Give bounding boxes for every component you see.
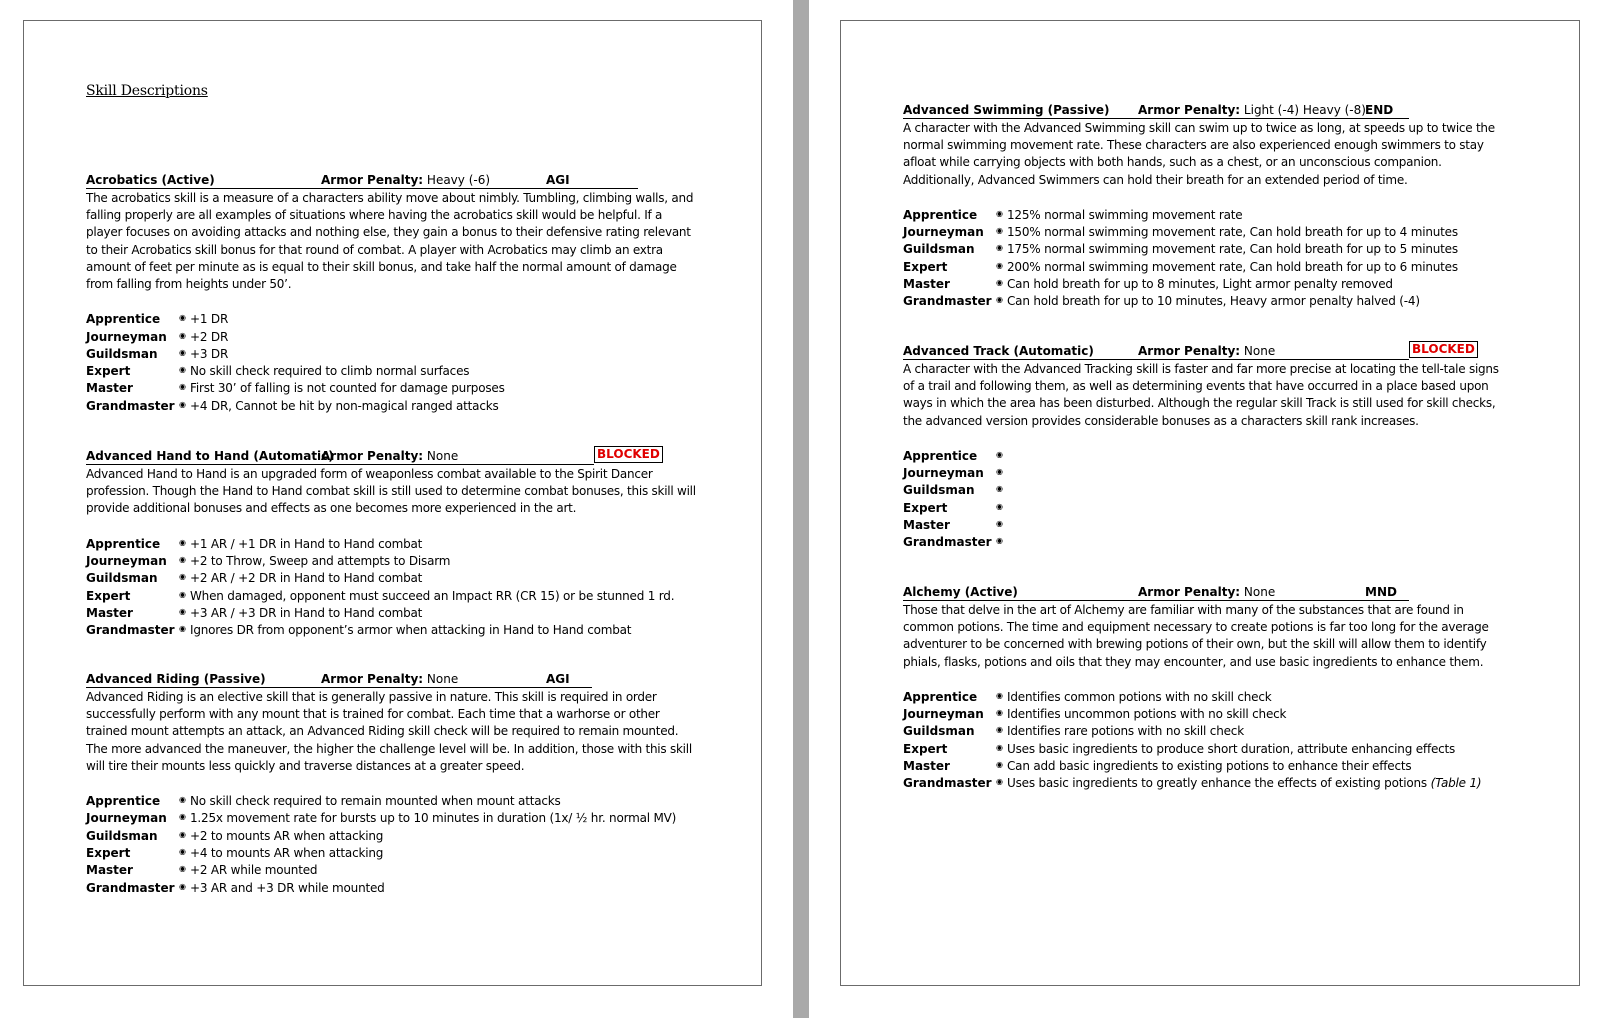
blocked-badge: BLOCKED	[594, 446, 663, 463]
rank-row: Guildsman ◉ +3 DR	[86, 346, 706, 363]
page-gap-divider	[793, 0, 809, 1018]
rank-row: Guildsman ◉	[903, 482, 1523, 499]
skill-name: Advanced Hand to Hand (Automatic)	[86, 449, 334, 463]
rank-row: Journeyman ◉ +2 to Throw, Sweep and attempts to Disarm	[86, 553, 706, 570]
table-reference: (Table 1)	[1430, 776, 1482, 791]
bullet-icon: ◉	[179, 572, 186, 582]
rank-row: Journeyman ◉ 150% normal swimming movement rate, Can hold breath for up to 4 minutes	[903, 224, 1523, 241]
rank-row: Guildsman ◉ +2 to mounts AR when attacking	[86, 828, 706, 845]
bullet-icon: ◉	[179, 829, 186, 839]
bullet-icon: ◉	[996, 777, 1003, 787]
bullet-icon: ◉	[179, 624, 186, 634]
bullet-icon: ◉	[996, 467, 1003, 477]
armor-penalty: Armor Penalty: Light (-4) Heavy (-8)	[1138, 103, 1366, 117]
skill-section-advanced-track	[903, 343, 1523, 552]
rank-list	[903, 207, 1523, 311]
bullet-icon: ◉	[996, 226, 1003, 236]
bullet-icon: ◉	[996, 690, 1003, 700]
rank-row: Apprentice ◉ Identifies common potions with no skill check	[903, 689, 1523, 706]
rank-row: Apprentice ◉ No skill check required to remain mounted when mount attacks	[86, 793, 706, 810]
blocked-badge: BLOCKED	[1409, 341, 1478, 358]
skill-header	[903, 102, 1409, 119]
rank-row: Apprentice ◉ 125% normal swimming movement rate	[903, 207, 1523, 224]
skill-attribute: MND	[1365, 585, 1397, 599]
skill-header	[903, 584, 1409, 601]
skill-name: Alchemy (Active)	[903, 585, 1018, 599]
rank-row: Grandmaster ◉ Uses basic ingredients to greatly enhance the effects of existing potions (Table 1)	[903, 775, 1523, 792]
rank-row: Master ◉ +2 AR while mounted	[86, 862, 706, 879]
bullet-icon: ◉	[179, 313, 186, 323]
skill-description: A character with the Advanced Swimming skill can swim up to twice as long, at speeds up to twice the normal swimming movement rate. These characters are also experienced enough swimmers to stay afloat while carrying objects with both hands, such as a chest, or an unconscious companion. Additionally, Advanced Swimmers can hold their breath for an extended period of time.	[903, 121, 1495, 187]
skill-description: Advanced Riding is an elective skill that is generally passive in nature. This skill is required in order successfully perform with any mount that is trained for combat. Each time that a warhorse or other trained mount attempts an attack, an Advanced Riding skill check will be required to remain mounted. The more advanced the maneuver, the higher the challenge level will be. In addition, those with this skill will tire their mounts less quickly and traverse distances at a greater speed.	[86, 690, 692, 773]
rank-row: Expert ◉ +4 to mounts AR when attacking	[86, 845, 706, 862]
document-title: Skill Descriptions	[86, 83, 208, 99]
rank-row: Expert ◉ Uses basic ingredients to produce short duration, attribute enhancing effects	[903, 741, 1523, 758]
skill-description: A character with the Advanced Tracking skill is faster and far more precise at locating the tell-tale signs of a trail and following them, as well as determining events that have occurred in a place based upon ways in which the area has been disturbed. Although the regular skill Track is still used for skill checks, the advanced version provides considerable bonuses as a characters skill rank increases.	[903, 362, 1499, 428]
bullet-icon: ◉	[996, 760, 1003, 769]
rank-row: Guildsman ◉ 175% normal swimming movement rate, Can hold breath for up to 5 minutes	[903, 241, 1523, 258]
skill-attribute: END	[1365, 103, 1394, 117]
rank-list	[903, 448, 1523, 552]
bullet-icon: ◉	[179, 365, 186, 375]
bullet-icon: ◉	[996, 208, 1003, 218]
rank-row: Guildsman ◉ +2 AR / +2 DR in Hand to Hand combat	[86, 570, 706, 587]
rank-list	[903, 689, 1523, 793]
rank-row: Master ◉ Can add basic ingredients to existing potions to enhance their effects	[903, 758, 1523, 775]
rank-row: Grandmaster ◉ Can hold breath for up to 10 minutes, Heavy armor penalty halved (-4)	[903, 293, 1523, 310]
rank-row: Expert ◉	[903, 500, 1523, 517]
bullet-icon: ◉	[179, 881, 186, 891]
skill-section-acrobatics	[86, 172, 706, 415]
bullet-icon: ◉	[996, 484, 1003, 494]
skill-name: Acrobatics (Active)	[86, 173, 215, 187]
bullet-icon: ◉	[996, 243, 1003, 253]
armor-penalty: Armor Penalty: None	[1138, 585, 1276, 599]
rank-row: Grandmaster ◉ +3 AR and +3 DR while mounted	[86, 880, 706, 897]
bullet-icon: ◉	[996, 519, 1003, 528]
rank-list	[86, 311, 706, 415]
armor-penalty: Armor Penalty: Heavy (-6)	[321, 173, 491, 187]
rank-row: Grandmaster ◉ Ignores DR from opponent’s armor when attacking in Hand to Hand combat	[86, 622, 706, 639]
skill-name: Advanced Swimming (Passive)	[903, 103, 1110, 117]
skill-description: Advanced Hand to Hand is an upgraded form of weaponless combat available to the Spirit Dancer profession. Though the Hand to Hand combat skill is still used to determine combat bonuses, this skill will provide additional bonuses and effects as one becomes more experienced in the art.	[86, 467, 696, 516]
rank-row: Expert ◉ When damaged, opponent must succeed an Impact RR (CR 15) or be stunned 1 rd.	[86, 588, 706, 605]
bullet-icon: ◉	[179, 846, 186, 856]
bullet-icon: ◉	[996, 278, 1003, 287]
rank-row: Apprentice ◉	[903, 448, 1523, 465]
skill-header	[86, 671, 592, 688]
rank-row: Journeyman ◉	[903, 465, 1523, 482]
bullet-icon: ◉	[179, 554, 186, 564]
bullet-icon: ◉	[996, 295, 1003, 305]
armor-penalty: Armor Penalty: None	[1138, 344, 1276, 358]
rank-row: Master ◉ Can hold breath for up to 8 minutes, Light armor penalty removed	[903, 276, 1523, 293]
skill-header	[903, 342, 1475, 360]
bullet-icon: ◉	[179, 399, 186, 409]
bullet-icon: ◉	[179, 382, 186, 392]
bullet-icon: ◉	[179, 606, 186, 616]
skill-header	[86, 172, 638, 189]
rank-list	[86, 793, 706, 897]
rank-row: Expert ◉ 200% normal swimming movement rate, Can hold breath for up to 6 minutes	[903, 259, 1523, 276]
skill-description: Those that delve in the art of Alchemy are familiar with many of the substances that are found in common potions. The time and equipment necessary to create potions is far too long for the average adventurer to be concerned with brewing potions of their own, but the skill will allow them to identify phials, flasks, potions and oils that they may encounter, and use basic ingredients to enhance them.	[903, 603, 1489, 669]
rank-row: Journeyman ◉ 1.25x movement rate for bursts up to 10 minutes in duration (1x/ ½ hr. normal MV)	[86, 810, 706, 827]
skill-section-advanced-hand-to-hand	[86, 448, 706, 639]
bullet-icon: ◉	[996, 501, 1003, 511]
bullet-icon: ◉	[179, 795, 186, 805]
document-page-2[interactable]	[840, 20, 1580, 986]
skill-section-advanced-swimming	[903, 102, 1523, 311]
rank-row: Grandmaster ◉	[903, 534, 1523, 551]
skill-section-advanced-riding	[86, 671, 706, 897]
bullet-icon: ◉	[179, 812, 186, 822]
rank-row: Grandmaster ◉ +4 DR, Cannot be hit by non-magical ranged attacks	[86, 398, 706, 415]
rank-row: Master ◉	[903, 517, 1523, 534]
rank-row: Apprentice ◉ +1 DR	[86, 311, 706, 328]
bullet-icon: ◉	[996, 536, 1003, 546]
bullet-icon: ◉	[996, 449, 1003, 459]
bullet-icon: ◉	[179, 347, 186, 357]
bullet-icon: ◉	[996, 725, 1003, 735]
document-page-1[interactable]	[23, 20, 762, 986]
rank-row: Apprentice ◉ +1 AR / +1 DR in Hand to Hand combat	[86, 536, 706, 553]
rank-row: Guildsman ◉ Identifies rare potions with no skill check	[903, 723, 1523, 740]
bullet-icon: ◉	[996, 708, 1003, 718]
skill-attribute: AGI	[546, 173, 570, 187]
armor-penalty: Armor Penalty: None	[321, 449, 459, 463]
rank-list	[86, 536, 706, 640]
rank-row: Master ◉ +3 AR / +3 DR in Hand to Hand combat	[86, 605, 706, 622]
skill-name: Advanced Track (Automatic)	[903, 344, 1094, 358]
skill-attribute: AGI	[546, 672, 570, 686]
skill-description: The acrobatics skill is a measure of a characters ability move about nimbly. Tumbling, climbing walls, and falling properly are all examples of situations where having the acrobatics skill would be helpful. If a player focuses on avoiding attacks and nothing else, they gain a bonus to their defensive rating relevant to their Acrobatics skill bonus for that round of combat. A player with Acrobatics may climb an extra amount of feet per minute as is equal to their skill bonus, and take half the normal amount of damage from falling from heights under 50’.	[86, 191, 694, 292]
rank-row: Journeyman ◉ Identifies uncommon potions with no skill check	[903, 706, 1523, 723]
bullet-icon: ◉	[179, 864, 186, 874]
skill-section-alchemy	[903, 584, 1523, 793]
skill-name: Advanced Riding (Passive)	[86, 672, 266, 686]
rank-row: Journeyman ◉ +2 DR	[86, 329, 706, 346]
armor-penalty: Armor Penalty: None	[321, 672, 459, 686]
rank-row: Master ◉ First 30’ of falling is not counted for damage purposes	[86, 380, 706, 397]
bullet-icon: ◉	[179, 589, 186, 599]
bullet-icon: ◉	[179, 330, 186, 340]
rank-row: Expert ◉ No skill check required to climb normal surfaces	[86, 363, 706, 380]
bullet-icon: ◉	[179, 537, 186, 547]
bullet-icon: ◉	[996, 742, 1003, 752]
skill-header	[86, 447, 660, 465]
bullet-icon: ◉	[996, 260, 1003, 270]
